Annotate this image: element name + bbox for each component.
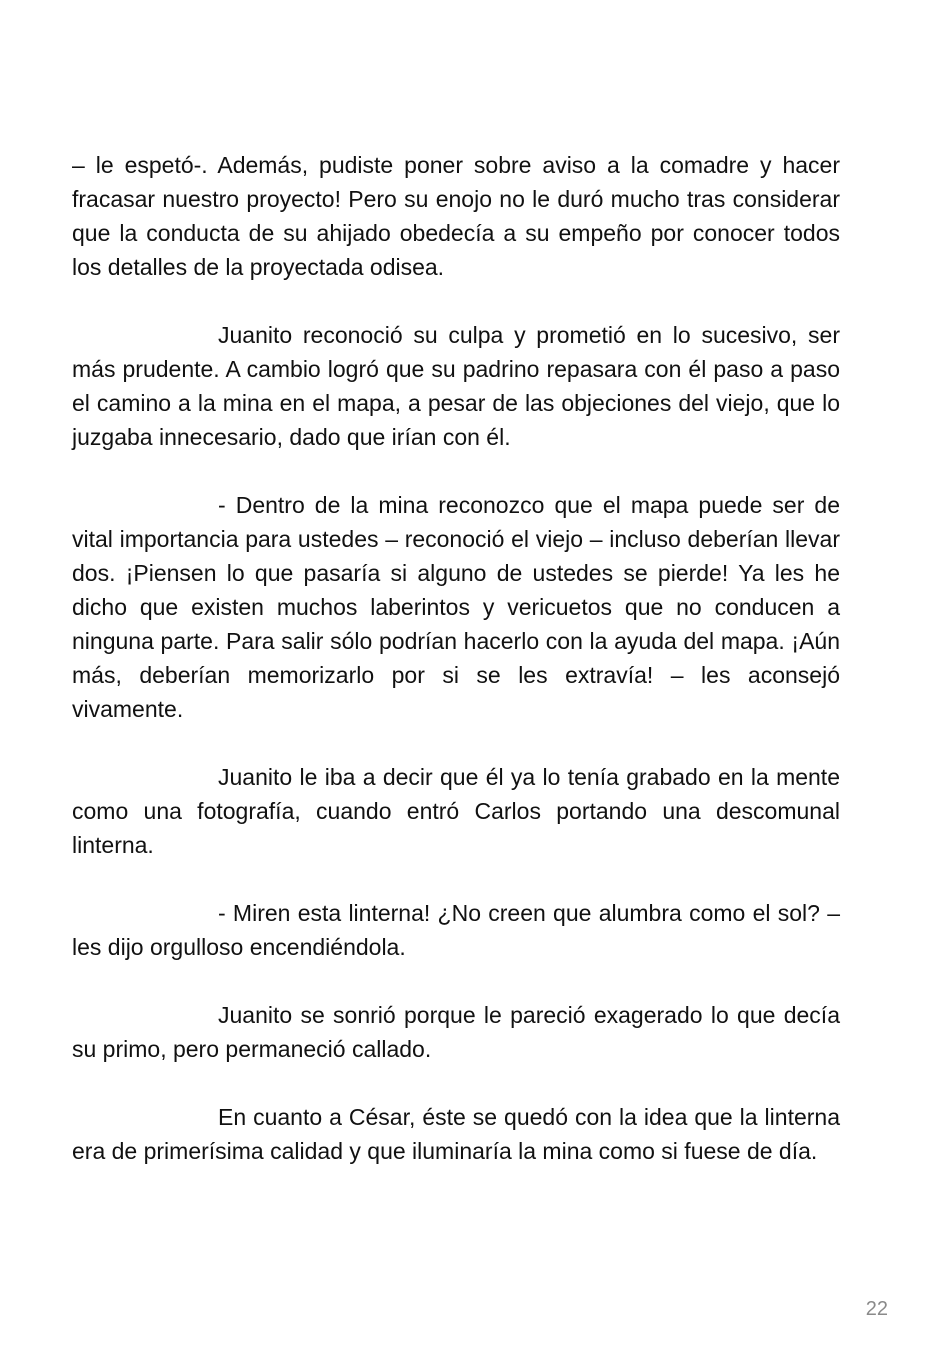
paragraph-1: – le espetó-. Además, pudiste poner sobre aviso a la comadre y hacer fracasar nuestro proyecto! Pero su enojo no le duró mucho tras considerar que la conducta de su ahijado obedecía a su empeño por conocer todos los detalles de la proyectada odisea. (72, 152, 840, 280)
paragraph-7: En cuanto a César, éste se quedó con la idea que la linterna era de primerísima calidad y que iluminaría la mina como si fuese de día. (72, 1104, 840, 1164)
paragraph-5: - Miren esta linterna! ¿No creen que alumbra como el sol? – les dijo orgulloso encendiéndola. (72, 900, 840, 960)
paragraph-4: Juanito le iba a decir que él ya lo tenía grabado en la mente como una fotografía, cuando entró Carlos portando una descomunal linterna. (72, 764, 840, 858)
body-text (72, 148, 840, 1202)
page-number: 22 (865, 1298, 888, 1320)
paragraph-6: Juanito se sonrió porque le pareció exagerado lo que decía su primo, pero permaneció callado. (72, 1002, 840, 1062)
paragraph-3: - Dentro de la mina reconozco que el mapa puede ser de vital importancia para ustedes – reconoció el viejo – incluso deberían llevar dos. ¡Piensen lo que pasaría si alguno de ustedes se pierde! Ya les he dicho que existen muchos laberintos y vericuetos que no conducen a ninguna parte. Para salir sólo podrían hacerlo con la ayuda del mapa. ¡Aún más, deberían memorizarlo por si se les extravía! – les aconsejó vivamente. (72, 492, 840, 722)
paragraph-2: Juanito reconoció su culpa y prometió en lo sucesivo, ser más prudente. A cambio logró que su padrino repasara con él paso a paso el camino a la mina en el mapa, a pesar de las objeciones del viejo, que lo juzgaba innecesario, dado que irían con él. (72, 322, 840, 450)
